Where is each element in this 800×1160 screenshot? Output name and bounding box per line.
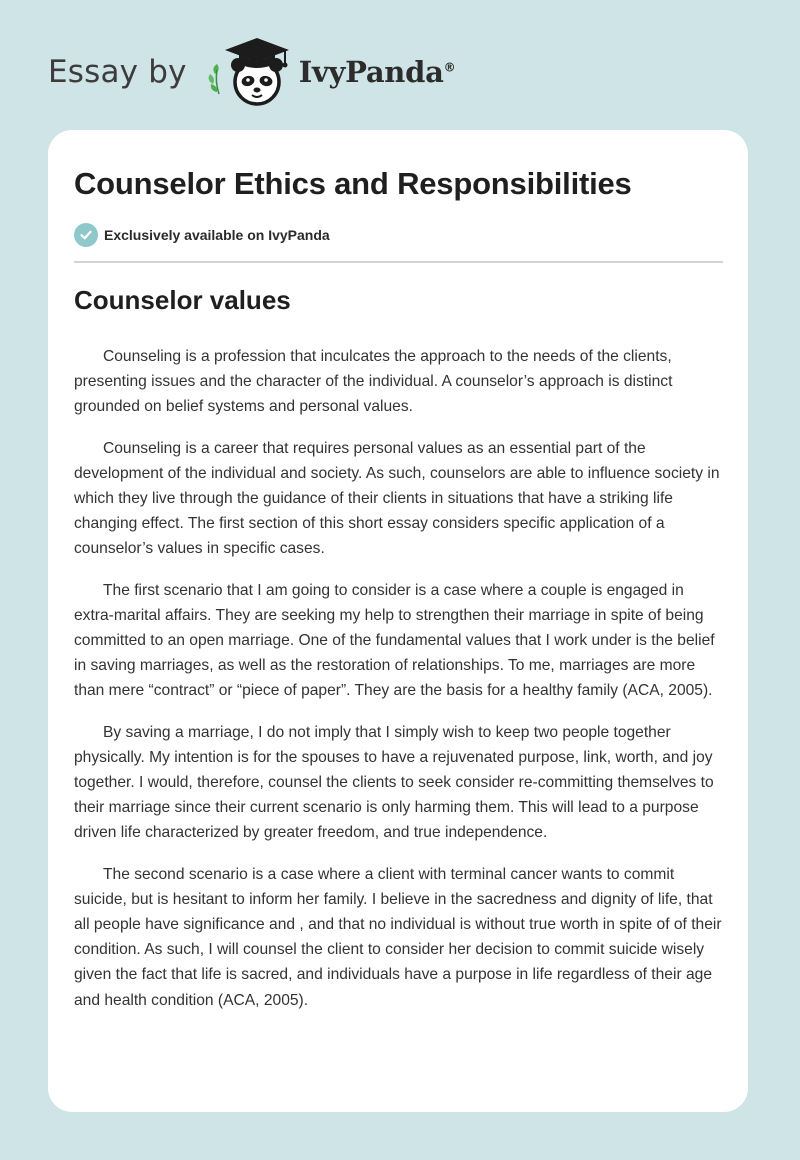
registered-mark: ®: [443, 60, 456, 75]
essay-card: [48, 130, 748, 1112]
paragraph: The second scenario is a case where a client with terminal cancer wants to commit suicide, but is hesitant to inform her family. I believe in the sacredness and dignity of life, that all people have significance and , and that no individual is without true worth in spite of of their condition. As such, I will counsel the client to consider her decision to commit suicide wisely given the fact that life is sacred, and individuals have a purpose in life regardless of their age and health condition (ACA, 2005).: [74, 865, 722, 1009]
paragraph: Counseling is a career that requires personal values as an essential part of the development of the individual and society. As such, counselors are able to influence society in which they live through the guidance of their clients in situations that have a striking life changing effect. The first section of this short essay considers specific application of a counselor’s values in specific cases.: [74, 439, 720, 558]
essay-body: [74, 344, 724, 1029]
paragraph: The first scenario that I am going to consider is a case where a couple is engaged in extra-marital affairs. They are seeking my help to strengthen their marriage in spite of being committed to an open marriage. One of the fundamental values that I work under is the belief in saving marriages, as well as the restoration of relationships. To me, marriages are more than mere “contract” or “piece of paper”. They are the basis for a healthy family (ACA, 2005).: [74, 581, 715, 700]
divider: [74, 261, 723, 263]
ivy-leaf-icon: [208, 64, 218, 94]
exclusive-badge: [74, 223, 330, 247]
brand-header[interactable]: [48, 34, 455, 110]
brand-name: IvyPanda®: [298, 55, 456, 89]
panda-graduation-cap-icon: [201, 34, 297, 110]
paragraph: By saving a marriage, I do not imply that I simply wish to keep two people together physically. My intention is for the spouses to have a rejuvenated purpose, link, worth, and joy together. I would, therefore, counsel the clients to seek consider re-committing themselves to their marriage since their current scenario is only harming them. This will lead to a purpose driven life characterized by greater freedom, and true independence.: [74, 723, 714, 842]
brand-prefix: Essay by: [48, 54, 187, 90]
exclusive-label: Exclusively available on IvyPanda: [104, 227, 330, 243]
check-icon: [74, 223, 98, 247]
page-title: Counselor Ethics and Responsibilities: [74, 166, 632, 201]
paragraph: Counseling is a profession that inculcates the approach to the needs of the clients, presenting issues and the character of the individual. A counselor’s approach is distinct grounded on belief systems and personal values.: [74, 348, 673, 416]
section-heading: Counselor values: [74, 285, 291, 315]
